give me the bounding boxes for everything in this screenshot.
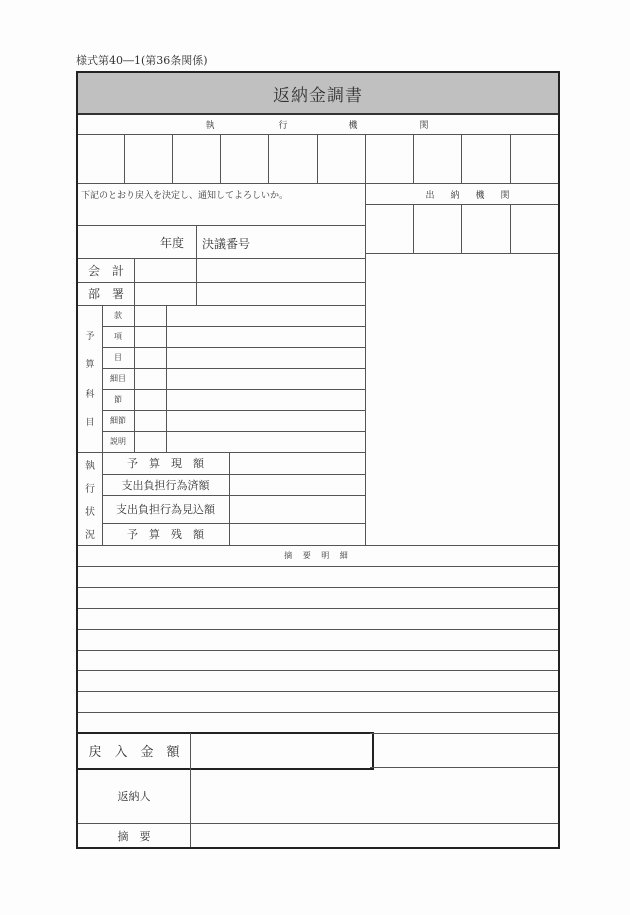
exec-status-char-2: 行 [85, 483, 95, 495]
treasury-box-divider [413, 204, 414, 253]
stamp-box-divider [510, 134, 511, 183]
payer-label: 返納人 [117, 789, 151, 803]
budget-group-char-3: 科 [85, 389, 95, 400]
budget-row-moku: 目 [114, 353, 122, 362]
stamp-box-divider [124, 134, 125, 183]
stamp-box-divider [461, 134, 462, 183]
budget-row-saimoku: 細目 [110, 374, 126, 383]
fiscal-year-label: 年度 [159, 235, 184, 250]
form-number: 様式第40―1(第36条関係) [76, 54, 208, 67]
divider [229, 452, 230, 545]
refund-amount-input[interactable] [191, 734, 370, 767]
treasury-char-4: 関 [500, 190, 510, 201]
divider [78, 225, 365, 226]
divider [102, 431, 365, 432]
budget-row-saisetsu: 細節 [110, 416, 126, 425]
divider [196, 225, 197, 258]
exec-agency-char-2: 行 [278, 120, 288, 131]
divider [102, 389, 365, 390]
exec-status-committed: 支出負担行為済額 [121, 478, 210, 492]
payer-input[interactable] [191, 769, 557, 822]
divider [370, 767, 558, 768]
budget-row-setsu: 節 [114, 395, 122, 404]
department-label: 部 署 [87, 287, 124, 301]
budget-row-setsumei: 説明 [110, 437, 126, 446]
summary-line [78, 670, 558, 671]
summary-line [78, 691, 558, 692]
divider [134, 305, 135, 452]
treasury-char-1: 出 [425, 190, 435, 201]
treasury-char-2: 納 [450, 190, 460, 201]
right-column-border [365, 253, 366, 545]
stamp-box-divider [365, 134, 366, 183]
budget-row-kan: 款 [114, 311, 122, 320]
divider [102, 410, 365, 411]
budget-row-kou: 項 [114, 332, 122, 341]
refund-amount-label: 戻 入 金 額 [88, 745, 180, 760]
summary-line [78, 608, 558, 609]
divider [370, 733, 558, 734]
treasury-char-3: 機 [475, 190, 485, 201]
exec-status-expected: 支出負担行為見込額 [116, 503, 215, 516]
exec-agency-char-3: 機 [348, 120, 358, 131]
approval-text: 下記のとおり戻入を決定し、通知してよろしいか。 [81, 191, 289, 201]
divider [102, 326, 365, 327]
stamp-box-divider [220, 134, 221, 183]
summary-line [78, 587, 558, 588]
treasury-box-divider [461, 204, 462, 253]
account-label: 会 計 [87, 263, 124, 278]
summary-line [78, 650, 558, 651]
stamp-box-divider [413, 134, 414, 183]
form-title: 返納金調書 [273, 85, 363, 106]
exec-status-char-1: 執 [85, 460, 95, 472]
remarks-input[interactable] [191, 824, 557, 846]
exec-agency-char-4: 関 [419, 120, 429, 131]
summary-line [78, 629, 558, 630]
treasury-box-divider [510, 204, 511, 253]
budget-group-char-4: 目 [85, 417, 95, 428]
divider [102, 347, 365, 348]
divider [365, 253, 558, 254]
resolution-number-label: 決議番号 [202, 237, 251, 251]
divider [166, 305, 167, 452]
divider [78, 566, 558, 567]
budget-group-char-1: 予 [85, 331, 95, 342]
treasury-left-border [365, 183, 366, 253]
exec-agency-char-1: 執 [205, 120, 215, 131]
budget-group-char-2: 算 [85, 359, 95, 370]
stamp-box-divider [268, 134, 269, 183]
divider [78, 134, 558, 135]
exec-status-char-3: 状 [85, 506, 95, 518]
remarks-label: 摘 要 [117, 829, 151, 843]
summary-details-label: 摘 要 明 細 [284, 551, 352, 560]
exec-status-remaining: 予 算 残 額 [127, 528, 204, 541]
divider [102, 368, 365, 369]
exec-status-budget-current: 予 算 現 額 [127, 457, 204, 470]
summary-line [78, 712, 558, 713]
stamp-box-divider [172, 134, 173, 183]
exec-status-char-4: 況 [85, 529, 95, 541]
stamp-box-divider [317, 134, 318, 183]
